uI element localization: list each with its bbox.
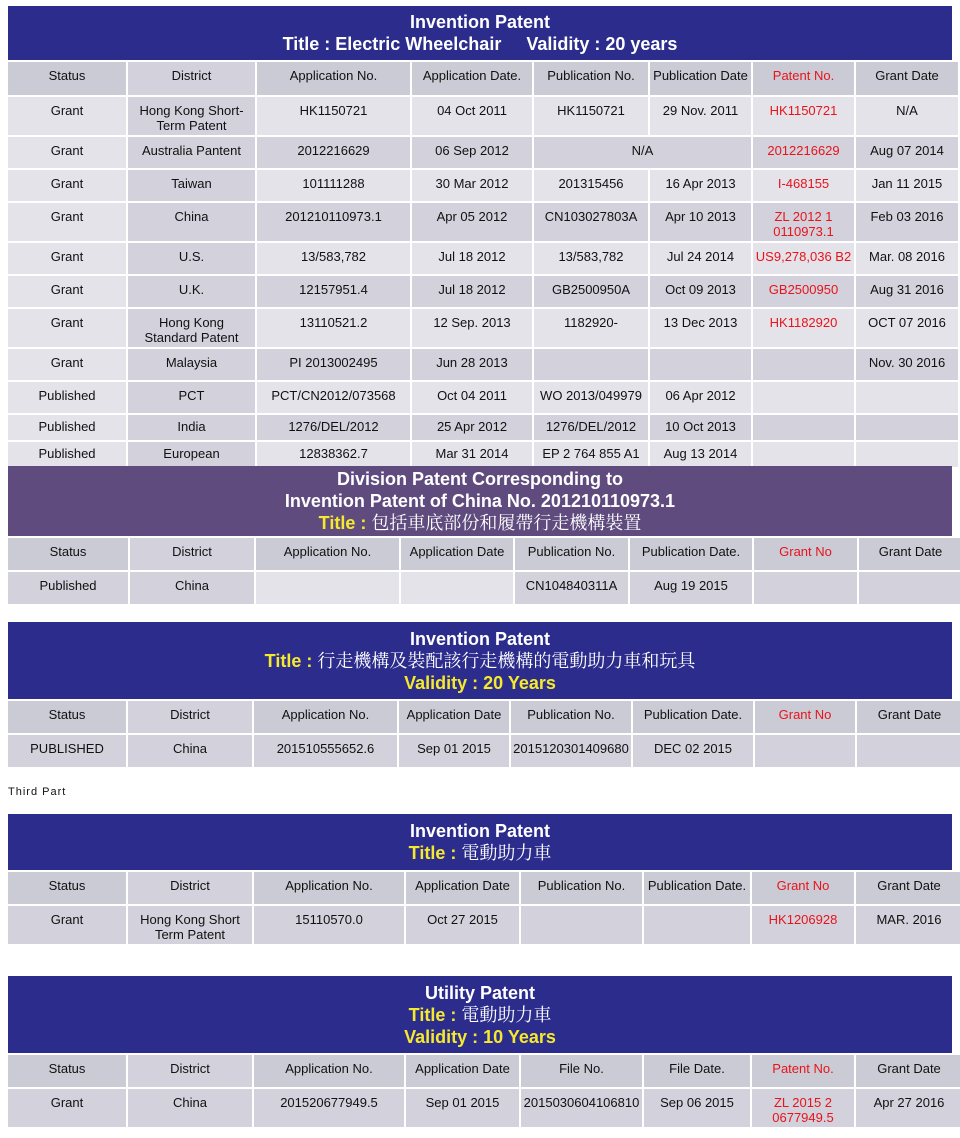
cell-status: Grant bbox=[8, 137, 126, 168]
title-label: Title : bbox=[264, 650, 318, 671]
section3-banner bbox=[8, 622, 952, 699]
cell-district: U.S. bbox=[128, 243, 255, 274]
table-row bbox=[8, 276, 958, 307]
header-cell: District bbox=[130, 538, 254, 570]
cell-app-date: Apr 05 2012 bbox=[412, 203, 532, 241]
section4-banner bbox=[8, 814, 952, 870]
section-division-patent bbox=[8, 466, 952, 606]
cell-pub-date: 06 Apr 2012 bbox=[650, 382, 751, 413]
header-cell: File No. bbox=[521, 1055, 642, 1087]
section2-table bbox=[6, 536, 960, 606]
cell-status: Grant bbox=[8, 309, 126, 347]
table-row bbox=[8, 203, 958, 241]
section1-subtitle: Title : Electric Wheelchair Validity : 20 years bbox=[282, 34, 678, 54]
section5-table bbox=[6, 1053, 960, 1129]
cell-pub-date: Aug 13 2014 bbox=[650, 442, 751, 467]
cell-grant-date bbox=[856, 415, 958, 440]
header-cell-grant-no: Grant No bbox=[755, 701, 855, 733]
section-utility-patent bbox=[8, 976, 952, 1129]
table-row bbox=[8, 572, 960, 604]
cell-grant-date: OCT 07 2016 bbox=[856, 309, 958, 347]
header-cell: Application Date bbox=[406, 872, 519, 904]
section4-title: Invention Patent bbox=[409, 821, 550, 841]
header-cell: Status bbox=[8, 701, 126, 733]
header-cell-patent-no: Patent No. bbox=[753, 62, 854, 95]
cell-grant-date: Mar. 08 2016 bbox=[856, 243, 958, 274]
title-label: Title : bbox=[408, 1004, 462, 1025]
cell-grant-date: MAR. 2016 bbox=[856, 906, 960, 944]
cell-app-date: 30 Mar 2012 bbox=[412, 170, 532, 201]
header-cell: Application No. bbox=[254, 701, 397, 733]
cell-grant-date bbox=[856, 442, 958, 467]
cell-patent-no: ZL 2015 2 0677949.5 bbox=[752, 1089, 854, 1127]
cell-grant-date: Nov. 30 2016 bbox=[856, 349, 958, 380]
cell-status: Grant bbox=[8, 1089, 126, 1127]
section1-table bbox=[6, 60, 960, 469]
header-cell: Publication Date. bbox=[633, 701, 753, 733]
cell-app-date: Jul 18 2012 bbox=[412, 276, 532, 307]
header-cell: Application Date bbox=[401, 538, 513, 570]
cell-pub-no: CN103027803A bbox=[534, 203, 648, 241]
cell-app-no: PI 2013002495 bbox=[257, 349, 410, 380]
table-row bbox=[8, 735, 960, 767]
section1-banner bbox=[8, 6, 952, 60]
cell-status: Published bbox=[8, 415, 126, 440]
header-cell: Application Date. bbox=[412, 62, 532, 95]
section1-title: Invention Patent bbox=[409, 12, 550, 32]
header-cell: File Date. bbox=[644, 1055, 750, 1087]
title-label: Title : bbox=[318, 513, 372, 533]
header-cell: Status bbox=[8, 872, 126, 904]
cell-district: PCT bbox=[128, 382, 255, 413]
cell-district: Malaysia bbox=[128, 349, 255, 380]
header-cell: Application No. bbox=[254, 872, 404, 904]
header-cell: Publication Date. bbox=[630, 538, 752, 570]
title-value: 電動助力車 bbox=[461, 843, 552, 863]
header-cell: District bbox=[128, 1055, 252, 1087]
cell-patent-no bbox=[753, 442, 854, 467]
header-cell: Grant Date bbox=[857, 701, 960, 733]
header-cell: Publication No. bbox=[534, 62, 648, 95]
cell-grant-no: HK1206928 bbox=[752, 906, 854, 944]
section3-title: Invention Patent bbox=[409, 628, 550, 649]
cell-status: Published bbox=[8, 442, 126, 467]
cell-status: Grant bbox=[8, 97, 126, 135]
header-cell: Publication Date bbox=[650, 62, 751, 95]
cell-status: Published bbox=[8, 572, 128, 604]
cell-file-no: 2015030604106810 bbox=[521, 1089, 642, 1127]
cell-district: China bbox=[128, 735, 252, 767]
cell-app-no: HK1150721 bbox=[257, 97, 410, 135]
cell-app-date: 25 Apr 2012 bbox=[412, 415, 532, 440]
table-row bbox=[8, 170, 958, 201]
cell-pub-date: Oct 09 2013 bbox=[650, 276, 751, 307]
cell-app-date: Sep 01 2015 bbox=[399, 735, 509, 767]
section5-banner bbox=[8, 976, 952, 1053]
cell-pub-date: Apr 10 2013 bbox=[650, 203, 751, 241]
table-header-row bbox=[8, 538, 960, 570]
table-header-row bbox=[8, 62, 958, 95]
cell-status: Grant bbox=[8, 906, 126, 944]
cell-pub-date bbox=[650, 349, 751, 380]
cell-patent-no: 2012216629 bbox=[753, 137, 854, 168]
title-value: 電動助力車 bbox=[461, 1004, 552, 1025]
cell-app-no: 201510555652.6 bbox=[254, 735, 397, 767]
cell-app-no: 13110521.2 bbox=[257, 309, 410, 347]
table-row bbox=[8, 1089, 960, 1127]
cell-pub-no: 2015120301409680 bbox=[511, 735, 631, 767]
cell-pub-date: 13 Dec 2013 bbox=[650, 309, 751, 347]
cell-grant-date: Feb 03 2016 bbox=[856, 203, 958, 241]
cell-app-date bbox=[401, 572, 513, 604]
section5-title: Utility Patent bbox=[424, 982, 535, 1003]
table-row bbox=[8, 243, 958, 274]
header-cell: Status bbox=[8, 1055, 126, 1087]
cell-status: Grant bbox=[8, 243, 126, 274]
cell-app-date: 12 Sep. 2013 bbox=[412, 309, 532, 347]
cell-pub-date: 16 Apr 2013 bbox=[650, 170, 751, 201]
header-cell: Publication No. bbox=[515, 538, 628, 570]
table-row bbox=[8, 97, 958, 135]
cell-grant-no bbox=[755, 735, 855, 767]
cell-patent-no: HK1150721 bbox=[753, 97, 854, 135]
cell-grant-date bbox=[857, 735, 960, 767]
header-cell-grant-no: Grant No bbox=[752, 872, 854, 904]
header-cell: Grant Date bbox=[856, 872, 960, 904]
cell-district: China bbox=[128, 1089, 252, 1127]
title-label: Title : bbox=[408, 843, 462, 863]
table-row bbox=[8, 382, 958, 413]
cell-app-date: Jul 18 2012 bbox=[412, 243, 532, 274]
header-cell: Grant Date bbox=[859, 538, 960, 570]
cell-status: Grant bbox=[8, 203, 126, 241]
cell-pub-no: 13/583,782 bbox=[534, 243, 648, 274]
header-cell: Application Date bbox=[406, 1055, 519, 1087]
cell-app-date: 04 Oct 2011 bbox=[412, 97, 532, 135]
cell-grant-date: Aug 31 2016 bbox=[856, 276, 958, 307]
cell-district: China bbox=[130, 572, 254, 604]
cell-patent-no: US9,278,036 B2 bbox=[753, 243, 854, 274]
cell-grant-date: N/A bbox=[856, 97, 958, 135]
section-invention-patent-wheelchair bbox=[8, 6, 952, 469]
cell-pub-no: GB2500950A bbox=[534, 276, 648, 307]
table-header-row bbox=[8, 701, 960, 733]
table-row bbox=[8, 349, 958, 380]
cell-app-no: 15110570.0 bbox=[254, 906, 404, 944]
cell-app-date: Oct 04 2011 bbox=[412, 382, 532, 413]
section2-banner bbox=[8, 466, 952, 536]
table-header-row bbox=[8, 1055, 960, 1087]
table-row bbox=[8, 906, 960, 944]
cell-app-no: 2012216629 bbox=[257, 137, 410, 168]
cell-app-no: 201210110973.1 bbox=[257, 203, 410, 241]
cell-status: Grant bbox=[8, 170, 126, 201]
table-row bbox=[8, 137, 958, 168]
title-value: 行走機構及裝配該行走機構的電動助力車和玩具 bbox=[317, 650, 696, 671]
cell-app-no: 13/583,782 bbox=[257, 243, 410, 274]
cell-pub-date: 10 Oct 2013 bbox=[650, 415, 751, 440]
header-cell: Publication Date. bbox=[644, 872, 750, 904]
header-cell: District bbox=[128, 701, 252, 733]
cell-status: Published bbox=[8, 382, 126, 413]
cell-app-date: 06 Sep 2012 bbox=[412, 137, 532, 168]
header-cell: District bbox=[128, 872, 252, 904]
cell-patent-no: GB2500950 bbox=[753, 276, 854, 307]
cell-district: Hong Kong Short Term Patent bbox=[128, 906, 252, 944]
cell-status: PUBLISHED bbox=[8, 735, 126, 767]
cell-app-no: 1276/DEL/2012 bbox=[257, 415, 410, 440]
header-cell: Status bbox=[8, 538, 128, 570]
cell-app-no: 12157951.4 bbox=[257, 276, 410, 307]
cell-district: China bbox=[128, 203, 255, 241]
cell-pub-no bbox=[521, 906, 642, 944]
section3-validity: Validity : 20 Years bbox=[404, 672, 556, 693]
header-cell: Application No. bbox=[257, 62, 410, 95]
section3-title-cn bbox=[8, 650, 952, 672]
cell-pub-no: WO 2013/049979 bbox=[534, 382, 648, 413]
cell-grant-date bbox=[859, 572, 960, 604]
title-value: 包括車底部份和履帶行走機構裝置 bbox=[371, 513, 642, 533]
cell-publication-na: N/A bbox=[534, 137, 751, 168]
cell-patent-no: HK1182920 bbox=[753, 309, 854, 347]
cell-grant-date: Apr 27 2016 bbox=[856, 1089, 960, 1127]
cell-app-date: Oct 27 2015 bbox=[406, 906, 519, 944]
header-cell: District bbox=[128, 62, 255, 95]
section2-title-line2: Invention Patent of China No. 201210110973.1 bbox=[284, 491, 676, 511]
header-cell: Application No. bbox=[256, 538, 399, 570]
cell-status: Grant bbox=[8, 276, 126, 307]
cell-patent-no: I-468155 bbox=[753, 170, 854, 201]
cell-grant-no bbox=[754, 572, 857, 604]
cell-district: Hong Kong Standard Patent bbox=[128, 309, 255, 347]
section5-validity: Validity : 10 Years bbox=[404, 1026, 556, 1047]
cell-pub-date: Jul 24 2014 bbox=[650, 243, 751, 274]
cell-app-no: 201520677949.5 bbox=[254, 1089, 404, 1127]
header-cell: Publication No. bbox=[521, 872, 642, 904]
cell-pub-date bbox=[644, 906, 750, 944]
cell-grant-date: Jan 11 2015 bbox=[856, 170, 958, 201]
section3-table bbox=[6, 699, 960, 769]
table-row bbox=[8, 442, 958, 467]
cell-pub-no: 1276/DEL/2012 bbox=[534, 415, 648, 440]
cell-pub-no: EP 2 764 855 A1 bbox=[534, 442, 648, 467]
cell-pub-date: 29 Nov. 2011 bbox=[650, 97, 751, 135]
table-row bbox=[8, 309, 958, 347]
table-row bbox=[8, 415, 958, 440]
cell-file-date: Sep 06 2015 bbox=[644, 1089, 750, 1127]
cell-app-date: Jun 28 2013 bbox=[412, 349, 532, 380]
cell-status: Grant bbox=[8, 349, 126, 380]
cell-district: U.K. bbox=[128, 276, 255, 307]
header-cell: Application Date bbox=[399, 701, 509, 733]
cell-pub-no: HK1150721 bbox=[534, 97, 648, 135]
cell-district: Australia Pantent bbox=[128, 137, 255, 168]
header-cell: Status bbox=[8, 62, 126, 95]
cell-app-date: Sep 01 2015 bbox=[406, 1089, 519, 1127]
cell-pub-no: 1182920- bbox=[534, 309, 648, 347]
cell-patent-no bbox=[753, 349, 854, 380]
header-cell: Grant Date bbox=[856, 1055, 960, 1087]
section2-title-cn bbox=[8, 512, 952, 534]
header-cell: Application No. bbox=[254, 1055, 404, 1087]
section5-title-cn bbox=[8, 1004, 952, 1026]
cell-grant-date bbox=[856, 382, 958, 413]
cell-district: European bbox=[128, 442, 255, 467]
cell-app-no bbox=[256, 572, 399, 604]
cell-pub-no: 201315456 bbox=[534, 170, 648, 201]
header-cell-patent-no: Patent No. bbox=[752, 1055, 854, 1087]
cell-pub-date: DEC 02 2015 bbox=[633, 735, 753, 767]
header-cell: Publication No. bbox=[511, 701, 631, 733]
cell-app-date: Mar 31 2014 bbox=[412, 442, 532, 467]
cell-app-no: 12838362.7 bbox=[257, 442, 410, 467]
third-part-label: Third Part bbox=[8, 786, 67, 798]
table-header-row bbox=[8, 872, 960, 904]
section-invention-patent-e-bike bbox=[8, 814, 952, 946]
cell-pub-date: Aug 19 2015 bbox=[630, 572, 752, 604]
section-invention-patent-walking-mechanism bbox=[8, 622, 952, 769]
header-cell-grant-no: Grant No bbox=[754, 538, 857, 570]
cell-patent-no bbox=[753, 382, 854, 413]
section2-title-line1: Division Patent Corresponding to bbox=[336, 469, 623, 489]
cell-district: India bbox=[128, 415, 255, 440]
section4-title-cn bbox=[8, 842, 952, 864]
cell-patent-no bbox=[753, 415, 854, 440]
cell-district: Taiwan bbox=[128, 170, 255, 201]
section4-table bbox=[6, 870, 960, 946]
cell-pub-no: CN104840311A bbox=[515, 572, 628, 604]
cell-app-no: 101111288 bbox=[257, 170, 410, 201]
cell-district: Hong Kong Short-Term Patent bbox=[128, 97, 255, 135]
cell-pub-no bbox=[534, 349, 648, 380]
header-cell: Grant Date bbox=[856, 62, 958, 95]
cell-app-no: PCT/CN2012/073568 bbox=[257, 382, 410, 413]
cell-patent-no: ZL 2012 1 0110973.1 bbox=[753, 203, 854, 241]
cell-grant-date: Aug 07 2014 bbox=[856, 137, 958, 168]
